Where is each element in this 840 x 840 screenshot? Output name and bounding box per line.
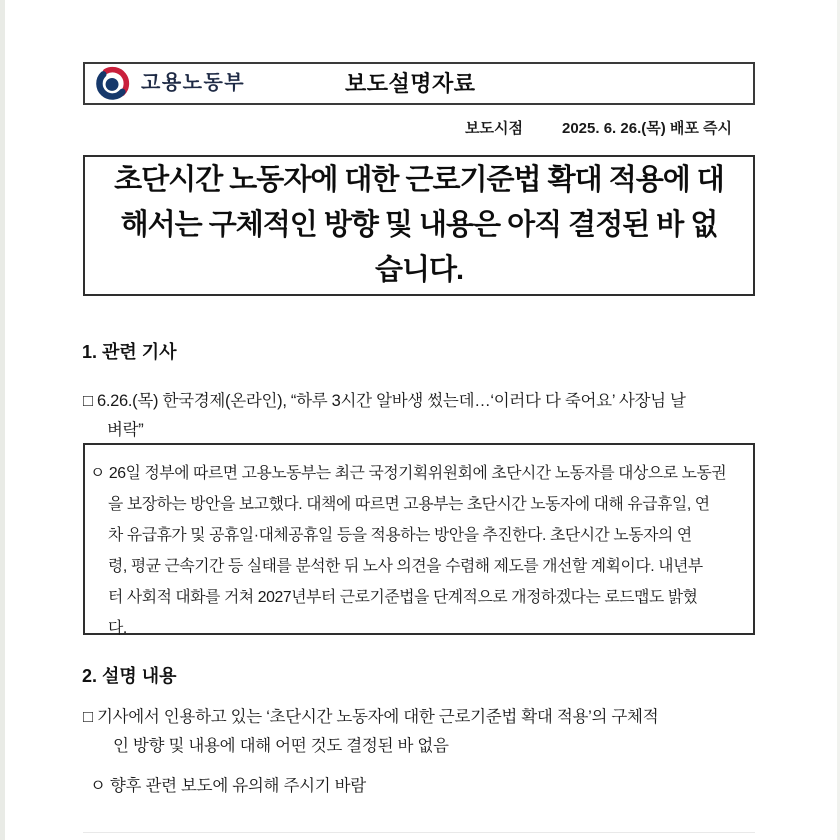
emblem-center-ball — [106, 78, 119, 91]
text-line: 차 유급휴가 및 공휴일·대체공휴일 등을 적용하는 방안을 추진한다. 초단시간 노동자의 연 — [108, 527, 692, 544]
text-line: 령, 평균 근속기간 등 실태를 분석한 뒤 노사 의견을 수렴해 제도를 개선할 계획이다. 내년부 — [108, 558, 703, 575]
release-timing-value: 2025. 6. 26.(목) 배포 즉시 — [562, 120, 733, 137]
explanation-note: ㅇ 향후 관련 보도에 유의해 주시기 바람 — [90, 777, 366, 795]
text-line: ㅇ 26일 정부에 따르면 고용노동부는 최근 국정기획위원회에 초단시간 노동자를 대상으로 노동권 — [90, 465, 727, 482]
text-line: □ 6.26.(목) 한국경제(온라인), “하루 3시간 알바생 썼는데…‘이러다 다 죽어요’ 사장님 날 — [83, 392, 686, 410]
section-title-related-articles: 1. 관련 기사 — [82, 342, 177, 362]
ministry-name: 고용노동부 — [141, 72, 246, 94]
bottom-divider — [83, 832, 755, 833]
article-quote-box — [83, 443, 755, 635]
text-line: 해서는 구체적인 방향 및 내용은 아직 결정된 바 없 — [120, 209, 718, 241]
text-line: 초단시간 노동자에 대한 근로기준법 확대 적용에 대 — [114, 164, 724, 196]
page-edge-left — [0, 0, 5, 840]
document-type-title: 보도설명자료 — [345, 71, 476, 96]
text-line: 습니다. — [374, 254, 464, 286]
explanation-point — [83, 703, 783, 761]
release-timing-label: 보도시점 — [465, 120, 523, 137]
text-line: □ 기사에서 인용하고 있는 ‘초단시간 노동자에 대한 근로기준법 확대 적용’의 구체적 — [83, 708, 659, 726]
ministry-header-box — [83, 62, 755, 105]
text-line: 터 사회적 대화를 거쳐 2027년부터 근로기준법을 단계적으로 개정하겠다는 로드맵도 밝혔 — [108, 589, 698, 606]
text-line: 을 보장하는 방안을 보고했다. 대책에 따르면 고용부는 초단시간 노동자에 대해 유급휴일, 연 — [108, 496, 710, 513]
government-emblem-icon — [94, 65, 131, 102]
section-title-explanation: 2. 설명 내용 — [82, 666, 177, 686]
text-line: 벼락” — [107, 421, 144, 439]
headline-box — [83, 155, 755, 296]
text-line: 인 방향 및 내용에 대해 어떤 것도 결정된 바 없음 — [113, 737, 449, 755]
related-article-item — [83, 387, 783, 445]
text-line: 다. — [108, 620, 127, 637]
